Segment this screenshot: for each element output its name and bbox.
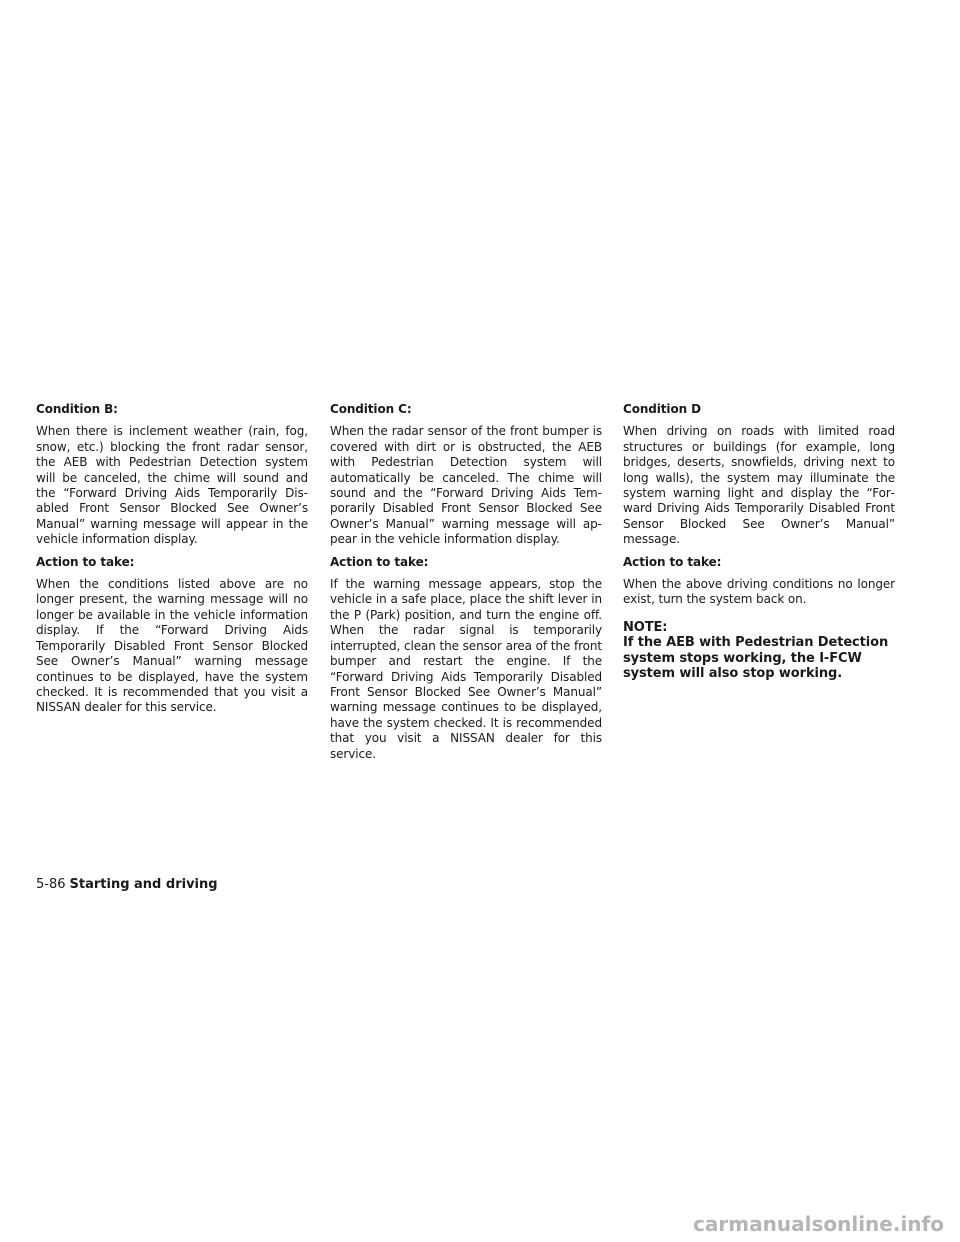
page-number: 5-86 xyxy=(36,877,66,892)
condition-d-description: When driving on roads with limited road structures or buildings (for example, long bridges, deserts, snowfields, driving next to long walls), the system may illuminate the system warning light and display the “Forward Driving Aids Temporarily Disabled Front Sensor Blocked See Owner’s Manual” message. xyxy=(623,424,895,547)
condition-b-heading: Condition B: xyxy=(36,402,118,416)
text-column-1 xyxy=(36,402,308,723)
condition-c-heading: Condition C: xyxy=(330,402,412,416)
action-heading-c: Action to take: xyxy=(330,554,429,569)
note-label: NOTE: xyxy=(623,619,668,635)
action-description-b: When the conditions listed above are no longer present, the warning message will no longer be available in the vehicle information display. If the “Forward Driving Aids Temporarily Disabled Front Sensor Blocked See Owner’s Manual” warning message continues to be displayed, have the system checked. It is recommended that you visit a NISSAN dealer for this service. xyxy=(36,577,308,715)
action-description-c: If the warning message appears, stop the vehicle in a safe place, place the shift lever in the P (Park) position, and turn the engine off. When the radar signal is temporarily interrupted, clean the sensor area of the front bumper and restart the engine. If the “Forward Driving Aids Temporarily Disabled Front Sensor Blocked See Owner’s Manual” warning message continues to be displayed, have the system checked. It is recommended that you visit a NISSAN dealer for this service. xyxy=(330,577,602,761)
note-text: If the AEB with Pedestrian Detection system stops working, the I-FCW system will also stop working. xyxy=(623,635,889,682)
text-column-2 xyxy=(330,402,602,769)
section-title: Starting and driving xyxy=(69,877,218,892)
site-watermark: carmanualsonline.info xyxy=(693,1212,944,1236)
action-description-d: When the above driving conditions no longer exist, turn the system back on. xyxy=(623,577,895,607)
condition-d-heading: Condition D xyxy=(623,402,701,416)
condition-c-description: When the radar sensor of the front bumper is covered with dirt or is obstructed, the AEB with Pedestrian Detection system will automatically be canceled. The chime will sound and the “Forward Driving Aids Temporarily Disabled Front Sensor Blocked See Owner’s Manual” warning message will appear in the vehicle information display. xyxy=(330,424,602,547)
text-column-3 xyxy=(623,402,895,682)
page-footer xyxy=(36,876,218,894)
condition-b-description: When there is inclement weather (rain, fog, snow, etc.) blocking the front radar sensor, the AEB with Pedestrian Detection system will be canceled, the chime will sound and the “Forward Driving Aids Temporarily Disabled Front Sensor Blocked See Owner’s Manual” warning message will appear in the vehicle information display. xyxy=(36,424,308,547)
action-heading-b: Action to take: xyxy=(36,554,135,569)
action-heading-d: Action to take: xyxy=(623,554,722,569)
